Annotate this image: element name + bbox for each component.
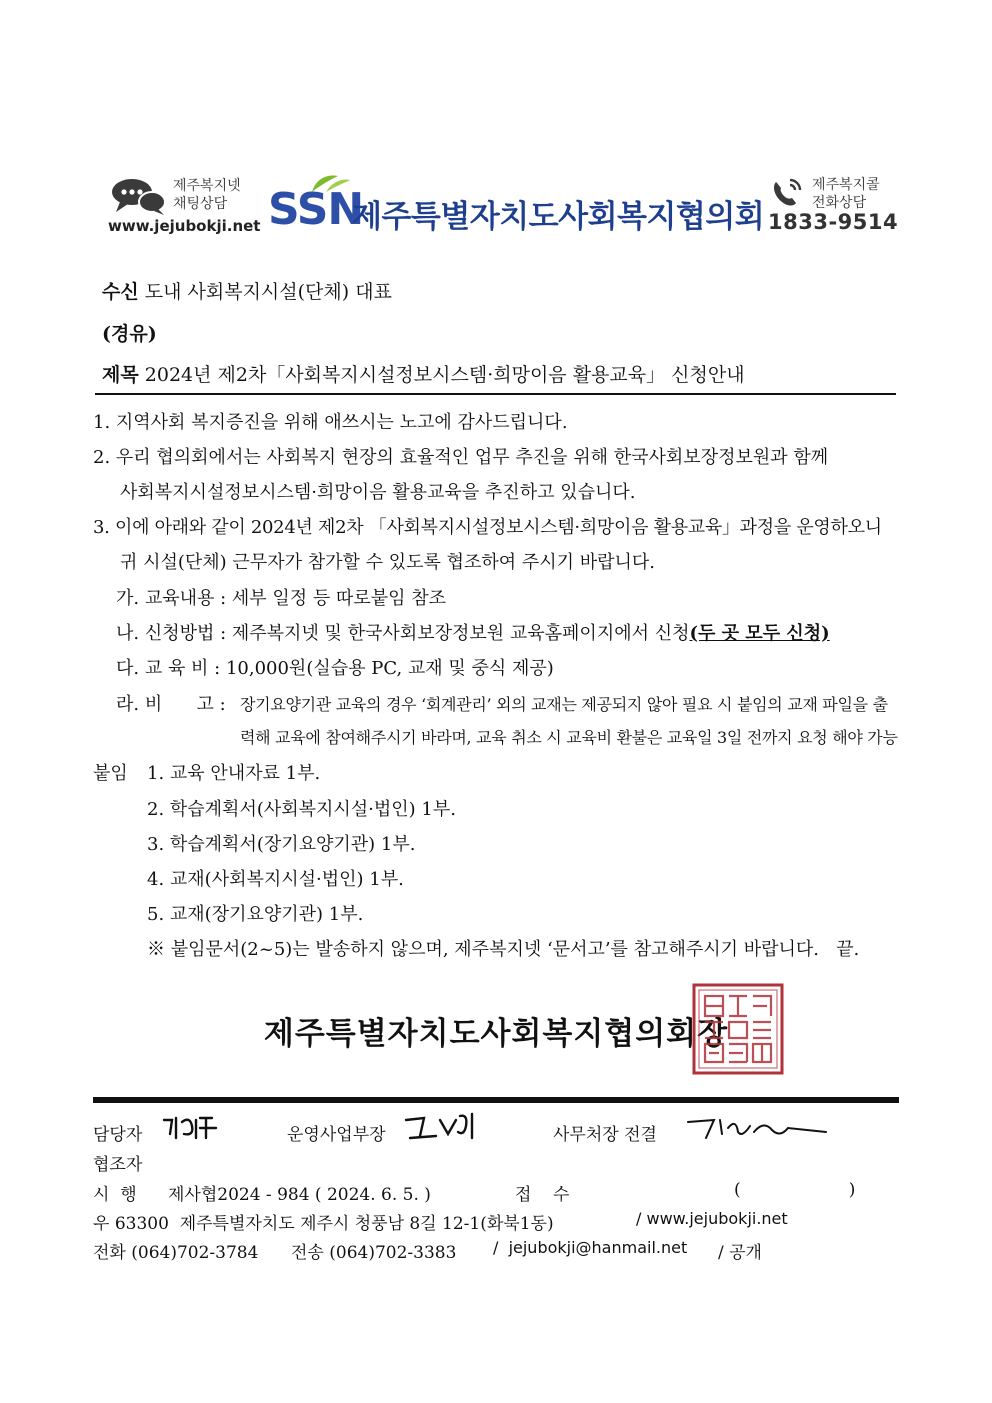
website-link[interactable]: / www.jejubokji.net (636, 1209, 788, 1228)
call-caption: 제주복지콜 전화상담 (812, 177, 880, 211)
address: 우 63300 제주특별자치도 제주시 청풍남 8길 12-1(화북1동) (93, 1214, 554, 1234)
attachment-item: 3. 학습계획서(장기요양기관) 1부. (147, 834, 416, 855)
subject-label: 제목 (102, 364, 139, 386)
manager-signature (160, 1112, 222, 1144)
recipient-row (102, 277, 392, 304)
paragraph-3-line-2: 귀 시설(단체) 근무자가 참가할 수 있도록 협조하여 주시기 바랍니다. (120, 552, 656, 573)
subject-underline (95, 393, 896, 395)
org-name: 제주특별자치도사회복지협의회 (352, 199, 765, 235)
attachment-item: 4. 교재(사회복지시설·법인) 1부. (147, 869, 404, 890)
attachment-item: 5. 교재(장기요양기관) 1부. (147, 904, 364, 925)
ops-label: 운영사업부장 (287, 1125, 386, 1145)
item-na-emphasis: (두 곳 모두 신청) (689, 623, 830, 644)
recipient-value: 도내 사회복지시설(단체) 대표 (144, 281, 392, 303)
coop-label: 협조자 (93, 1155, 143, 1175)
receipt-label: 접 수 (515, 1185, 570, 1205)
paragraph-3-line-1: 3. 이에 아래와 같이 2024년 제2차 「사회복지시설정보시스템·희망이음 활용교육」과정을 운영하오니 (93, 517, 882, 538)
item-ga: 가. 교육내용 : 세부 일정 등 따로붙임 참조 (116, 588, 447, 609)
ssn-logo: SSN (268, 184, 364, 235)
item-da: 다. 교 육 비 : 10,000원(실습용 PC, 교재 및 중식 제공) (116, 658, 554, 679)
item-na (116, 619, 830, 645)
attachments-label: 붙임 (93, 763, 128, 784)
secretary-label: 사무처장 전결 (553, 1125, 657, 1145)
manager-label: 담당자 (93, 1125, 143, 1145)
subject-row (102, 360, 745, 387)
secretary-signature (684, 1114, 830, 1142)
receipt-value: ( ) (734, 1180, 856, 1200)
tel: 전화 (064)702-3784 (93, 1243, 259, 1263)
chat-url-link[interactable]: www.jejubokji.net (108, 217, 261, 235)
footer-rule (93, 1097, 899, 1103)
official-seal (691, 982, 785, 1076)
paragraph-1: 1. 지역사회 복지증진을 위해 애쓰시는 노고에 감사드립니다. (93, 412, 568, 433)
enforce-value: 제사협2024 - 984 ( 2024. 6. 5. ) (168, 1185, 431, 1205)
recipient-label: 수신 (102, 281, 139, 303)
fax: 전송 (064)702-3383 (291, 1243, 457, 1263)
item-ra-line-2: 력해 교육에 참여해주시기 바라며, 교육 취소 시 교육비 환불은 교육일 3일 전까지 요청 해야 가능 (240, 728, 898, 747)
email-link[interactable]: / jejubokji@hanmail.net (493, 1238, 688, 1257)
chat-caption: 제주복지넷 채팅상담 (173, 178, 241, 212)
subject-value: 2024년 제2차「사회복지시설정보시스템·희망이음 활용교육」 신청안내 (144, 364, 745, 386)
attachments-note: ※ 붙임문서(2~5)는 발송하지 않으며, 제주복지넷 ‘문서고’를 참고해주시기 바랍니다. 끝. (147, 939, 860, 960)
paragraph-2-line-1: 2. 우리 협의회에서는 사회복지 현장의 효율적인 업무 추진을 위해 한국사회보장정보원과 함께 (93, 447, 829, 468)
via-label: (경유) (102, 323, 157, 345)
attachment-item: 1. 교육 안내자료 1부. (147, 763, 321, 784)
item-ra-line-1: 장기요양기관 교육의 경우 ‘회계관리’ 외의 교재는 제공되지 않아 필요 시 붙임의 교재 파일을 출 (240, 695, 888, 714)
item-na-text: 나. 신청방법 : 제주복지넷 및 한국사회보장정보원 교육홈페이지에서 신청 (116, 623, 690, 644)
signoff-title: 제주특별자치도사회복지협의회장 (263, 1016, 729, 1052)
disclosure: / 공개 (718, 1243, 762, 1263)
ops-signature (402, 1110, 486, 1144)
phone-number: 1833-9514 (768, 210, 899, 234)
item-ra-label: 라. 비 고 : (116, 694, 226, 715)
paragraph-2-line-2: 사회복지시설정보시스템·희망이음 활용교육을 추진하고 있습니다. (120, 482, 636, 503)
phone-icon (768, 176, 808, 210)
enforce-label: 시 행 (93, 1185, 137, 1205)
attachment-item: 2. 학습계획서(사회복지시설·법인) 1부. (147, 799, 456, 820)
chat-icon (110, 176, 168, 216)
